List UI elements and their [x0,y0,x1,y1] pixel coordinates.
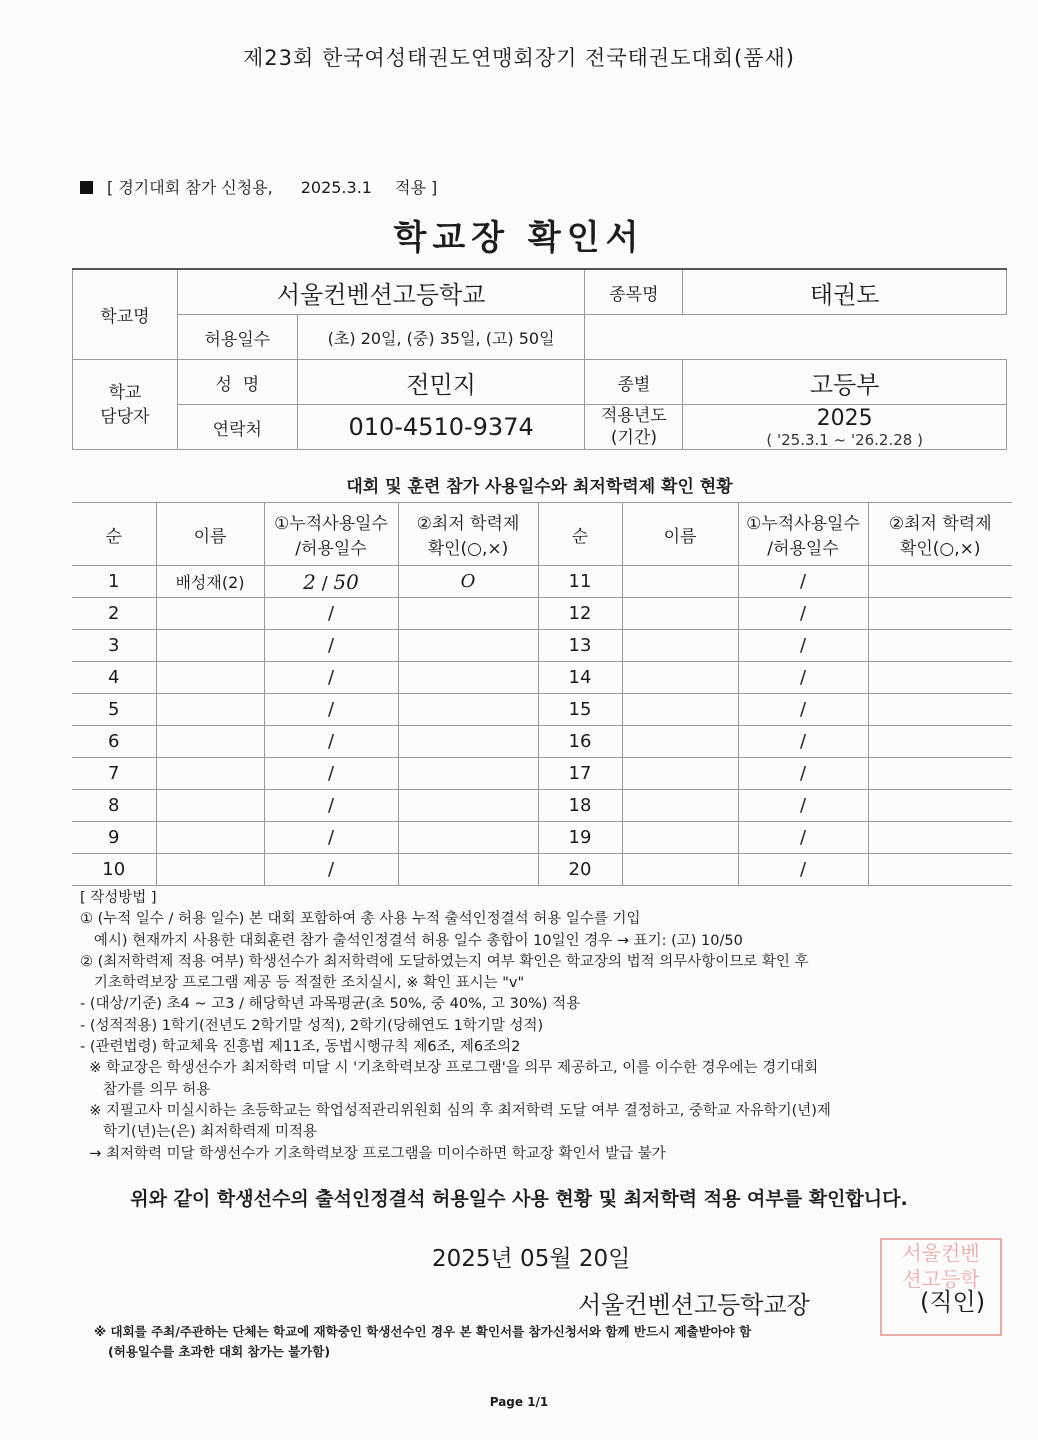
table-row [72,694,1012,726]
student-name [156,726,264,758]
min-academic-check-2 [868,630,1012,662]
contact-label: 연락처 [177,405,297,450]
days-slash: / [327,731,335,752]
days-cell [264,822,398,854]
row-number-2: 19 [538,822,622,854]
days-cell [264,630,398,662]
days-slash: / [799,699,807,720]
row-number: 2 [72,598,156,630]
student-name [156,758,264,790]
days-slash: / [799,603,807,624]
days-slash: / [327,699,335,720]
col-header-no: 순 [72,503,156,566]
division-label: 종별 [585,360,683,405]
col-header-name: 이름 [156,503,264,566]
year-value: 2025 [816,405,873,431]
year-label: 적용년도 (기간) [585,405,683,450]
days-cell-2 [738,726,868,758]
row-number-2: 13 [538,630,622,662]
student-name-2 [622,790,738,822]
days-cell-2 [738,598,868,630]
days-cell-2 [738,758,868,790]
table-row [72,566,1012,598]
days-cell [264,598,398,630]
days-cell-2 [738,790,868,822]
min-academic-check-2 [868,694,1012,726]
official-seal-stamp: 서울컨벤 션고등학 [880,1238,1002,1336]
student-name [156,630,264,662]
student-name [156,694,264,726]
days-slash: / [327,763,335,784]
days-slash: / [327,859,335,880]
page-number: Page 1/1 [489,1395,549,1409]
min-academic-check [398,790,538,822]
contact-value: 010-4510-9374 [297,405,585,450]
allowed-days-label: 허용일수 [177,315,297,360]
days-slash: / [327,635,335,656]
student-name-2 [622,758,738,790]
row-number-2: 20 [538,854,622,886]
manager-name: 전민지 [297,360,585,405]
table-row [72,790,1012,822]
min-academic-check [398,662,538,694]
min-academic-check [398,694,538,726]
days-cell-2 [738,566,868,598]
days-cell: 2 / 50 [264,566,398,598]
instruction-line: 학기(년)는(은) 최저학력제 미적용 [80,1124,317,1141]
instruction-line: → 최저학력 미달 학생선수가 기초학력보장 프로그램을 미이수하면 학교장 확인서 발급 불가 [80,1145,666,1162]
instruction-line: [ 작성방법 ] [80,890,157,906]
days-cell [264,662,398,694]
student-name [156,598,264,630]
used-days: 2 [303,569,316,594]
form-tag-suffix: 적용 ] [395,178,438,197]
table-row [72,822,1012,854]
allowed-days-value: (초) 20일, (중) 35일, (고) 50일 [297,315,585,360]
school-label: 학교명 [73,269,178,360]
min-academic-check-2 [868,566,1012,598]
days-slash: / [327,795,335,816]
instruction-line: - (성적적용) 1학기(전년도 2학기말 성적), 2학기(당해연도 1학기말 성적) [80,1017,544,1034]
row-number: 10 [72,854,156,886]
days-cell-2 [738,822,868,854]
days-cell [264,854,398,886]
days-cell-2 [738,662,868,694]
table-row [72,630,1012,662]
seal-label: (직인) [920,1288,986,1316]
student-name-2 [622,726,738,758]
row-number-2: 12 [538,598,622,630]
days-slash: / [327,667,335,688]
principal-signature: 서울컨벤션고등학교장 [578,1291,810,1319]
table-row [72,726,1012,758]
usage-table [72,502,1012,886]
days-cell [264,758,398,790]
event-label: 종목명 [585,269,683,315]
min-academic-check [398,598,538,630]
min-academic-check [398,854,538,886]
bullet-square-icon [80,181,93,194]
footnote-line: ※ 대회를 주최/주관하는 단체는 학교에 재학중인 학생선수인 경우 본 확인서를 참가신청서와 함께 반드시 제출받아야 함 [94,1324,752,1339]
student-name-2 [622,822,738,854]
form-tag [80,175,437,198]
days-slash: / [799,859,807,880]
col-header-no-2: 순 [538,503,622,566]
days-slash: / [799,667,807,688]
days-slash: / [799,763,807,784]
row-number: 6 [72,726,156,758]
instruction-line: ※ 학교장은 학생선수가 최저학력 미달 시 '기초학력보장 프로그램'을 의무 제공하고, 이를 이수한 경우에는 경기대회 [80,1060,819,1077]
table-row [72,598,1012,630]
col-header-name-2: 이름 [622,503,738,566]
days-slash: / [799,827,807,848]
days-slash: / [799,635,807,656]
instruction-line: 예시) 현재까지 사용한 대회훈련 참가 출석인정결석 허용 일수 총합이 10일인 경우 → 표기: (고) 10/50 [80,932,743,949]
instruction-line: ② (최저학력제 적용 여부) 학생선수가 최저학력에 도달하였는지 여부 확인은 학교장의 법적 의무사항이므로 확인 후 [80,953,809,970]
min-academic-check: O [398,566,538,598]
row-number-2: 17 [538,758,622,790]
form-tag-date: 2025.3.1 [300,178,372,197]
col-header-check-2: ②최저 학력제 확인(○,×) [868,503,1012,566]
row-number: 5 [72,694,156,726]
event-name: 태권도 [683,269,1007,315]
school-info-table [72,268,1007,450]
student-name-2 [622,566,738,598]
division-value: 고등부 [683,360,1007,405]
row-number-2: 18 [538,790,622,822]
writing-instructions [80,888,1000,1165]
form-tag-prefix: [ 경기대회 참가 신청용, [107,178,273,197]
instruction-line: ① (누적 일수 / 허용 일수) 본 대회 포함하여 총 사용 누적 출석인정결석 허용 일수를 기입 [80,911,641,928]
col-header-check: ②최저 학력제 확인(○,×) [398,503,538,566]
student-name [156,790,264,822]
school-name: 서울컨벤션고등학교 [177,269,585,315]
student-name [156,662,264,694]
student-name-2 [622,694,738,726]
min-academic-check-2 [868,726,1012,758]
instruction-line: ※ 지필고사 미실시하는 초등학교는 학업성적관리위원회 심의 후 최저학력 도달 여부 결정하고, 중학교 자유학기(년)제 [80,1102,831,1119]
student-name-2 [622,598,738,630]
days-cell-2 [738,854,868,886]
min-academic-check-2 [868,790,1012,822]
row-number: 1 [72,566,156,598]
table-row [72,854,1012,886]
row-number: 4 [72,662,156,694]
days-slash: / [799,571,807,592]
table-row [72,758,1012,790]
footnote-line: (허용일수를 초과한 대회 참가는 불가함) [108,1344,331,1359]
student-name-2 [622,630,738,662]
row-number-2: 16 [538,726,622,758]
min-academic-check [398,758,538,790]
instruction-line: - (관련법령) 학교체육 진흥법 제11조, 동법시행규칙 제6조, 제6조의2 [80,1039,521,1056]
min-academic-check-2 [868,854,1012,886]
student-name [156,854,264,886]
student-name-2 [622,854,738,886]
days-slash: / [799,795,807,816]
min-academic-check-2 [868,822,1012,854]
year-cell [683,405,1007,450]
table-row [72,662,1012,694]
min-academic-check [398,822,538,854]
event-title: 제23회 한국여성태권도연맹회장기 전국태권도대회(품새) [242,46,796,70]
row-number-2: 14 [538,662,622,694]
document-title: 학교장 확인서 [393,218,645,258]
min-academic-check-2 [868,662,1012,694]
min-academic-check-2 [868,758,1012,790]
days-cell [264,790,398,822]
col-header-days: ①누적사용일수 /허용일수 [264,503,398,566]
min-academic-check [398,726,538,758]
days-cell [264,694,398,726]
student-name-2 [622,662,738,694]
days-cell-2 [738,694,868,726]
instruction-line: 기초학력보장 프로그램 제공 등 적절한 조치실시, ※ 확인 표시는 "v" [80,975,525,992]
manager-label: 학교 담당자 [73,360,178,450]
student-name: 배성재(2) [156,566,264,598]
min-academic-check-2 [868,598,1012,630]
row-number: 8 [72,790,156,822]
student-name [156,822,264,854]
row-number-2: 11 [538,566,622,598]
days-slash: / [327,603,335,624]
row-number: 7 [72,758,156,790]
manager-name-label: 성 명 [177,360,297,405]
row-number: 9 [72,822,156,854]
year-period: ( '25.3.1 ~ '26.2.28 ) [766,430,923,449]
row-number-2: 15 [538,694,622,726]
row-number: 3 [72,630,156,662]
days-slash: / [327,827,335,848]
col-header-days-2: ①누적사용일수 /허용일수 [738,503,868,566]
confirmation-statement: 위와 같이 학생선수의 출석인정결석 허용일수 사용 현황 및 최저학력 적용 여부를 확인합니다. [130,1188,908,1210]
days-cell [264,726,398,758]
days-slash: / [799,731,807,752]
instruction-line: - (대상/기준) 초4 ~ 고3 / 해당학년 과목평균(초 50%, 중 40%, 고 30%) 적용 [80,996,581,1013]
issue-date: 2025년 05월 20일 [432,1246,631,1272]
allowed-days: 50 [333,569,359,594]
instruction-line: 참가를 의무 허용 [80,1081,211,1098]
days-cell-2 [738,630,868,662]
footnote [94,1322,751,1362]
min-academic-check [398,630,538,662]
usage-section-title: 대회 및 훈련 참가 사용일수와 최저학력제 확인 현황 [346,477,733,497]
